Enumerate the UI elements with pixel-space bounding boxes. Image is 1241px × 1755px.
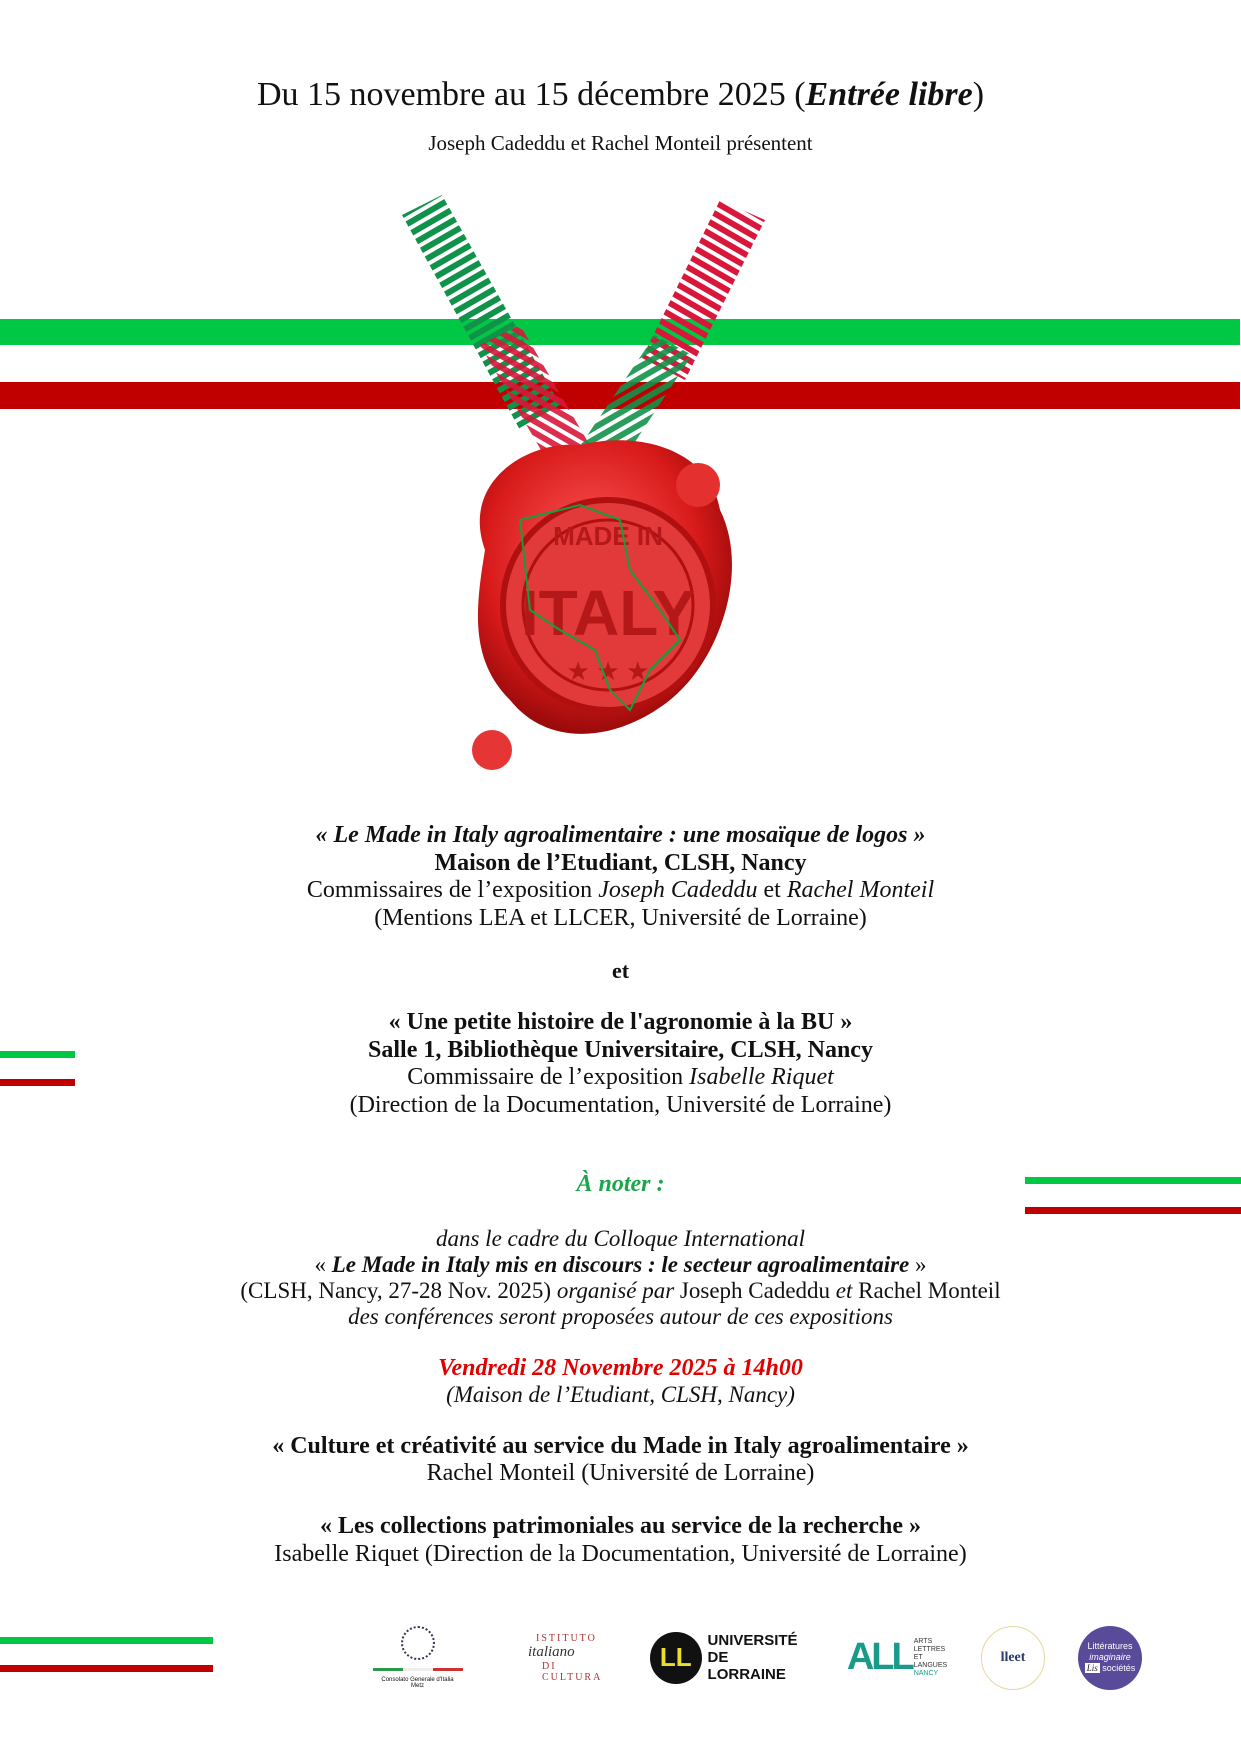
- partner-logos: [360, 1615, 1160, 1700]
- colloque-details: [0, 1278, 1241, 1304]
- session-date: Vendredi 28 Novembre 2025 à 14h00: [438, 1355, 803, 1381]
- quote-open: «: [314, 1252, 332, 1277]
- exhibition1-curators: [0, 877, 1241, 904]
- curator-name: Isabelle Riquet: [689, 1064, 834, 1090]
- exhibition1-venue: Maison de l’Etudiant, CLSH, Nancy: [434, 850, 807, 876]
- logo-text: DE LORRAINE: [707, 1649, 786, 1683]
- exhibition1-affiliation: (Mentions LEA et LLCER, Université de Lorraine): [374, 905, 867, 931]
- ul-mark: LL: [650, 1632, 702, 1684]
- logo-lis: [1075, 1615, 1145, 1700]
- exhibition1-title-text: « Le Made in Italy agroalimentaire : une mosaïque de logos »: [315, 822, 926, 848]
- logo-all-nancy: [847, 1615, 947, 1700]
- red-stripe-bottom: [0, 1665, 213, 1672]
- seal-stars: ★ ★ ★: [566, 657, 650, 686]
- curator-name: Rachel Monteil: [786, 877, 935, 903]
- organiser-name: Rachel Monteil: [852, 1278, 1001, 1303]
- organised-by: organisé par: [556, 1278, 675, 1303]
- logo-text: sociétés: [1102, 1663, 1136, 1673]
- talk-speaker: Isabelle Riquet (Direction de la Documentation, Université de Lorraine): [274, 1541, 967, 1567]
- seal-main-text: ITALY: [520, 577, 696, 649]
- quote-close: »: [909, 1252, 927, 1277]
- logo-text: DI CULTURA: [542, 1660, 603, 1683]
- green-stripe-left: [0, 1051, 75, 1058]
- logo-text: Metz: [410, 1683, 424, 1689]
- seal-top-text: MADE IN: [553, 521, 663, 551]
- logo-text: LETTRES ET: [913, 1645, 946, 1661]
- colloque-context: dans le cadre du Colloque International: [435, 1226, 806, 1251]
- talk-speaker: Rachel Monteil (Université de Lorraine): [426, 1460, 815, 1486]
- et-text: et: [835, 1278, 853, 1303]
- green-stripe-bottom: [0, 1637, 213, 1644]
- exhibition2-curator: [0, 1064, 1241, 1091]
- organiser-name: Joseph Cadeddu: [674, 1278, 836, 1303]
- session-place: (Maison de l’Etudiant, CLSH, Nancy): [446, 1382, 795, 1407]
- event-dates: [0, 76, 1241, 114]
- logo-mark: lleet: [981, 1626, 1045, 1690]
- exhibition1-title: [0, 822, 1241, 849]
- logo-text: Consolato Generale d'Italia: [381, 1677, 454, 1683]
- logo-text: ARTS: [913, 1637, 933, 1645]
- and-text: et: [757, 877, 787, 903]
- talk-title: « Les collections patrimoniales au service de la recherche »: [320, 1513, 921, 1539]
- presenters: Joseph Cadeddu et Rachel Monteil présentent: [428, 131, 813, 155]
- logo-lleet: [980, 1615, 1046, 1700]
- logo-text: UNIVERSITÉ: [707, 1632, 798, 1649]
- logo-text: NANCY: [913, 1669, 939, 1677]
- free-entry: Entrée libre: [805, 76, 973, 113]
- logo-text: italiano: [528, 1643, 575, 1660]
- exhibition2-affiliation: (Direction de la Documentation, Université de Lorraine): [349, 1092, 892, 1118]
- logo-text: Lis: [1086, 1663, 1098, 1673]
- note-heading: À noter :: [576, 1171, 665, 1197]
- logo-text: imaginaire: [1089, 1652, 1131, 1662]
- logo-universite-lorraine: [650, 1615, 810, 1700]
- conferences-note: des conférences seront proposées autour de ces expositions: [348, 1304, 893, 1329]
- dates-close: ): [972, 76, 985, 113]
- logo-text: LANGUES: [913, 1661, 948, 1669]
- talk-title: « Culture et créativité au service du Made in Italy agroalimentaire »: [272, 1433, 969, 1459]
- wax-drop: [676, 463, 720, 507]
- red-stripe-left: [0, 1079, 75, 1086]
- logo-text: Littératures: [1087, 1641, 1133, 1651]
- logo-text: ISTITUTO: [536, 1632, 597, 1644]
- details-text: (CLSH, Nancy, 27-28 Nov. 2025): [240, 1278, 557, 1303]
- made-in-italy-seal-illustration: [380, 190, 840, 790]
- connector-et: et: [611, 958, 630, 983]
- red-stripe-right: [1025, 1207, 1241, 1214]
- wax-drop: [472, 730, 512, 770]
- colloque-title-text: Le Made in Italy mis en discours : le secteur agroalimentaire: [331, 1252, 910, 1277]
- exhibition2-title: « Une petite histoire de l'agronomie à la BU »: [388, 1009, 853, 1035]
- curator-name: Joseph Cadeddu: [598, 877, 758, 903]
- emblem-icon: [401, 1626, 435, 1660]
- curator-prefix: Commissaire de l’exposition: [407, 1064, 690, 1090]
- ribbon-right: [572, 200, 765, 480]
- logo-istituto: [508, 1615, 618, 1700]
- logo-mark: ALL: [846, 1636, 912, 1678]
- curators-prefix: Commissaires de l’exposition: [306, 877, 599, 903]
- dates-text: Du 15 novembre au 15 décembre 2025 (: [256, 76, 806, 113]
- exhibition2-venue: Salle 1, Bibliothèque Universitaire, CLSH, Nancy: [368, 1037, 873, 1063]
- logo-consolato: [370, 1615, 465, 1700]
- colloque-title: [0, 1252, 1241, 1278]
